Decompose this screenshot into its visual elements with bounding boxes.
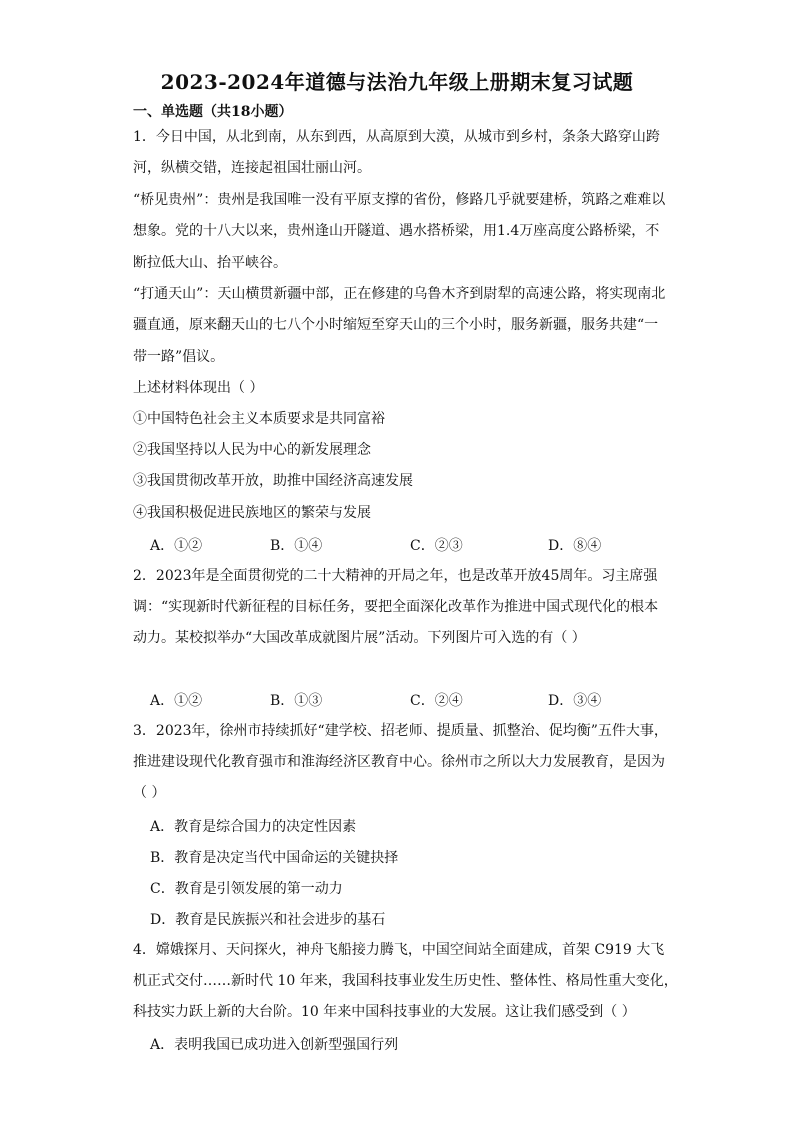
q3-line: 3．2023年，徐州市持续抓好“建学校、招老师、提质量、抓整治、促均衡”五件大事， xyxy=(133,723,668,739)
q1-line: 想象。党的十八大以来，贵州逢山开隧道、遇水搭桥梁，用1.4万座高度公路桥梁，不 xyxy=(133,223,660,239)
q3-option-d[interactable]: D．教育是民族振兴和社会进步的基石 xyxy=(150,912,386,928)
q3-option-b[interactable]: B．教育是决定当代中国命运的关键抉择 xyxy=(150,850,399,866)
q3-option-c[interactable]: C．教育是引领发展的第一动力 xyxy=(150,881,343,897)
q3-line: （ ） xyxy=(133,785,166,801)
q3-line: 推进建设现代化教育强市和淮海经济区教育中心。徐州市之所以大力发展教育，是因为 xyxy=(133,754,665,770)
q2-options xyxy=(150,690,670,710)
q1-line: “打通天山”：天山横贯新疆中部，正在修建的乌鲁木齐到尉犁的高速公路，将实现南北 xyxy=(133,286,666,302)
q3-option-a-row xyxy=(150,816,670,836)
q1-line: 河，纵横交错，连接起祖国壮丽山河。 xyxy=(133,160,371,176)
q2-option-c[interactable]: C．②④ xyxy=(410,693,463,709)
q1-stem: 上述材料体现出（ ） xyxy=(133,380,264,396)
page-title: 2023-2024年道德与法治九年级上册期末复习试题 xyxy=(160,70,634,94)
q1-option-d[interactable]: D．⑧④ xyxy=(548,538,602,554)
q4-line: 4．嫦娥探月、天问探火，神舟飞船接力腾飞，中国空间站全面建成，首架 C919 大飞 xyxy=(133,942,665,958)
q1-statement: ①中国特色社会主义本质要求是共同富裕 xyxy=(133,411,385,427)
q1-line: 断拉低大山、抬平峡谷。 xyxy=(133,255,287,271)
q1-option-b[interactable]: B．①④ xyxy=(270,538,323,554)
q2-line: 调：“实现新时代新征程的目标任务，要把全面深化改革作为推进中国式现代化的根本 xyxy=(133,599,659,615)
q1-option-a[interactable]: A．①② xyxy=(150,538,203,554)
q3-option-b-row xyxy=(150,847,670,867)
q3-option-c-row xyxy=(150,878,670,898)
q4-option-a[interactable]: A．表明我国已成功进入创新型强国行列 xyxy=(150,1037,399,1053)
q1-line: 带一路”倡议。 xyxy=(133,349,225,365)
q4-line: 科技实力跃上新的大台阶。10 年来中国科技事业的大发展。这让我们感受到（ ） xyxy=(133,1004,636,1020)
q4-line: 机正式交付……新时代 10 年来，我国科技事业发生历史性、整体性、格局性重大变化， xyxy=(133,973,678,989)
q2-option-b[interactable]: B．①③ xyxy=(270,693,323,709)
q1-statement: ④我国积极促进民族地区的繁荣与发展 xyxy=(133,505,371,521)
q3-option-a[interactable]: A．教育是综合国力的决定性因素 xyxy=(150,819,357,835)
q1-option-c[interactable]: C．②③ xyxy=(410,538,463,554)
q1-line: 疆直通，原来翻天山的七八个小时缩短至穿天山的三个小时，服务新疆，服务共建“一 xyxy=(133,317,659,333)
section-heading: 一、单选题（共18小题） xyxy=(133,104,293,120)
q1-statement: ②我国坚持以人民为中心的新发展理念 xyxy=(133,442,371,458)
q2-line: 动力。某校拟举办“大国改革成就图片展”活动。下列图片可入选的有（ ） xyxy=(133,630,586,646)
q1-options xyxy=(150,535,670,555)
q1-line: 1．今日中国，从北到南，从东到西，从高原到大漠，从城市到乡村，条条大路穿山跨 xyxy=(133,129,660,145)
q1-statement: ③我国贯彻改革开放，助推中国经济高速发展 xyxy=(133,473,413,489)
q1-line: “桥见贵州”：贵州是我国唯一没有平原支撑的省份，修路几乎就要建桥，筑路之难难以 xyxy=(133,192,666,208)
q2-line: 2．2023年是全面贯彻党的二十大精神的开局之年，也是改革开放45周年。习主席强 xyxy=(133,568,658,584)
q3-option-d-row xyxy=(150,909,670,929)
q2-option-a[interactable]: A．①② xyxy=(150,693,203,709)
q2-option-d[interactable]: D．③④ xyxy=(548,693,602,709)
q4-option-a-row xyxy=(150,1034,670,1054)
